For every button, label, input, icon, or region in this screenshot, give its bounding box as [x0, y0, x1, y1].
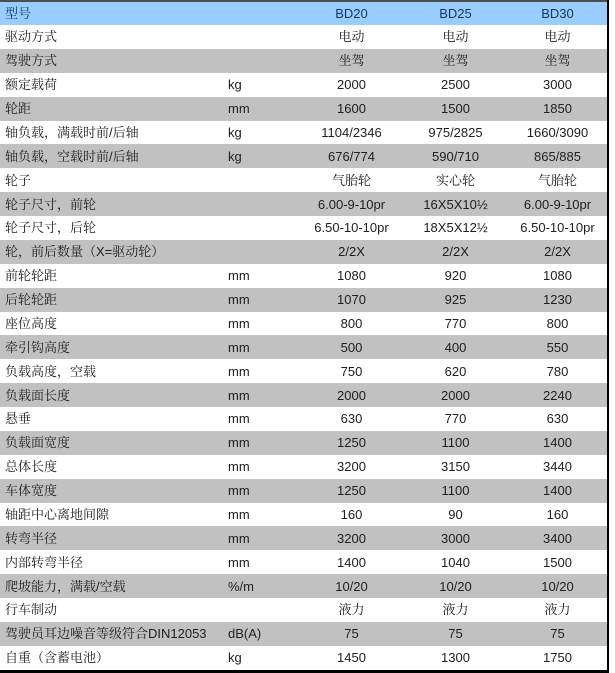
param-name-cell: 转弯半径: [0, 526, 228, 550]
value-cell-bd30: 2/2X: [508, 240, 608, 264]
value-cell-bd25: 590/710: [403, 144, 508, 168]
value-cell-bd20: 630: [300, 407, 403, 431]
unit-cell: [228, 216, 300, 240]
param-name-cell: 轮子: [0, 168, 228, 192]
header-model-bd20: BD20: [300, 1, 403, 25]
unit-cell: mm: [228, 455, 300, 479]
table-row: [0, 526, 608, 550]
value-cell-bd20: 气胎轮: [300, 168, 403, 192]
unit-cell: [228, 240, 300, 264]
param-name-cell: 轮子尺寸，后轮: [0, 216, 228, 240]
value-cell-bd25: 3150: [403, 455, 508, 479]
spec-table-body: [0, 25, 608, 672]
value-cell-bd25: 2/2X: [403, 240, 508, 264]
value-cell-bd30: 865/885: [508, 144, 608, 168]
value-cell-bd30: 1660/3090: [508, 121, 608, 145]
param-name-cell: 轴负载，满载时前/后轴: [0, 121, 228, 145]
param-name-cell: 负载高度，空载: [0, 359, 228, 383]
table-row: [0, 97, 608, 121]
value-cell-bd25: 16X5X10½: [403, 192, 508, 216]
value-cell-bd25: 920: [403, 264, 508, 288]
value-cell-bd20: 10/20: [300, 574, 403, 598]
unit-cell: kg: [228, 646, 300, 672]
value-cell-bd20: 676/774: [300, 144, 403, 168]
unit-cell: mm: [228, 288, 300, 312]
value-cell-bd30: 1500: [508, 550, 608, 574]
unit-cell: kg: [228, 73, 300, 97]
table-row: [0, 312, 608, 336]
value-cell-bd20: 3200: [300, 455, 403, 479]
value-cell-bd20: 2000: [300, 73, 403, 97]
value-cell-bd30: 3000: [508, 73, 608, 97]
value-cell-bd25: 18X5X12½: [403, 216, 508, 240]
value-cell-bd25: 1040: [403, 550, 508, 574]
value-cell-bd20: 160: [300, 503, 403, 527]
unit-cell: [228, 49, 300, 73]
value-cell-bd25: 1300: [403, 646, 508, 672]
header-row: [0, 1, 608, 25]
value-cell-bd20: 1250: [300, 479, 403, 503]
value-cell-bd30: 630: [508, 407, 608, 431]
value-cell-bd20: 1070: [300, 288, 403, 312]
table-row: [0, 479, 608, 503]
value-cell-bd30: 1400: [508, 431, 608, 455]
value-cell-bd30: 6.00-9-10pr: [508, 192, 608, 216]
table-row: [0, 383, 608, 407]
unit-cell: mm: [228, 431, 300, 455]
param-name-cell: 驾驶方式: [0, 49, 228, 73]
value-cell-bd20: 500: [300, 335, 403, 359]
param-name-cell: 行车制动: [0, 598, 228, 622]
table-row: [0, 431, 608, 455]
table-row: [0, 73, 608, 97]
unit-cell: mm: [228, 503, 300, 527]
value-cell-bd30: 800: [508, 312, 608, 336]
value-cell-bd25: 770: [403, 312, 508, 336]
value-cell-bd25: 2000: [403, 383, 508, 407]
table-row: [0, 455, 608, 479]
value-cell-bd25: 400: [403, 335, 508, 359]
table-row: [0, 216, 608, 240]
param-name-cell: 轮距: [0, 97, 228, 121]
table-row: [0, 598, 608, 622]
header-model-bd25: BD25: [403, 1, 508, 25]
value-cell-bd20: 1450: [300, 646, 403, 672]
unit-cell: kg: [228, 121, 300, 145]
table-row: [0, 288, 608, 312]
value-cell-bd20: 800: [300, 312, 403, 336]
param-name-cell: 后轮轮距: [0, 288, 228, 312]
unit-cell: dB(A): [228, 622, 300, 646]
param-name-cell: 悬垂: [0, 407, 228, 431]
value-cell-bd30: 坐驾: [508, 49, 608, 73]
param-name-cell: 驾驶员耳边噪音等级符合DIN12053: [0, 622, 228, 646]
value-cell-bd20: 3200: [300, 526, 403, 550]
param-name-cell: 前轮轮距: [0, 264, 228, 288]
table-row: [0, 168, 608, 192]
value-cell-bd25: 2500: [403, 73, 508, 97]
table-row: [0, 359, 608, 383]
table-row: [0, 335, 608, 359]
value-cell-bd25: 电动: [403, 25, 508, 49]
param-name-cell: 轮子尺寸，前轮: [0, 192, 228, 216]
unit-cell: mm: [228, 312, 300, 336]
value-cell-bd30: 1750: [508, 646, 608, 672]
value-cell-bd20: 1250: [300, 431, 403, 455]
table-row: [0, 264, 608, 288]
unit-cell: mm: [228, 479, 300, 503]
value-cell-bd30: 1850: [508, 97, 608, 121]
value-cell-bd30: 3440: [508, 455, 608, 479]
value-cell-bd25: 坐驾: [403, 49, 508, 73]
value-cell-bd30: 10/20: [508, 574, 608, 598]
unit-cell: mm: [228, 335, 300, 359]
unit-cell: mm: [228, 97, 300, 121]
table-row: [0, 550, 608, 574]
table-row: [0, 503, 608, 527]
header-unit-cell: [228, 1, 300, 25]
param-name-cell: 负载面宽度: [0, 431, 228, 455]
unit-cell: mm: [228, 383, 300, 407]
unit-cell: mm: [228, 264, 300, 288]
unit-cell: [228, 168, 300, 192]
value-cell-bd30: 气胎轮: [508, 168, 608, 192]
value-cell-bd25: 液力: [403, 598, 508, 622]
value-cell-bd25: 1100: [403, 431, 508, 455]
value-cell-bd20: 750: [300, 359, 403, 383]
param-name-cell: 座位高度: [0, 312, 228, 336]
unit-cell: mm: [228, 407, 300, 431]
unit-cell: mm: [228, 550, 300, 574]
value-cell-bd20: 1600: [300, 97, 403, 121]
unit-cell: kg: [228, 144, 300, 168]
value-cell-bd25: 1100: [403, 479, 508, 503]
table-row: [0, 25, 608, 49]
value-cell-bd30: 1230: [508, 288, 608, 312]
table-row: [0, 144, 608, 168]
value-cell-bd25: 实心轮: [403, 168, 508, 192]
header-param-label: 型号: [0, 1, 228, 25]
unit-cell: mm: [228, 359, 300, 383]
value-cell-bd20: 1104/2346: [300, 121, 403, 145]
value-cell-bd30: 3400: [508, 526, 608, 550]
value-cell-bd25: 75: [403, 622, 508, 646]
value-cell-bd25: 90: [403, 503, 508, 527]
value-cell-bd30: 6.50-10-10pr: [508, 216, 608, 240]
value-cell-bd20: 75: [300, 622, 403, 646]
param-name-cell: 驱动方式: [0, 25, 228, 49]
value-cell-bd20: 电动: [300, 25, 403, 49]
value-cell-bd25: 620: [403, 359, 508, 383]
param-name-cell: 轴负载，空载时前/后轴: [0, 144, 228, 168]
table-row: [0, 240, 608, 264]
param-name-cell: 额定载荷: [0, 73, 228, 97]
value-cell-bd20: 6.00-9-10pr: [300, 192, 403, 216]
param-name-cell: 牵引钩高度: [0, 335, 228, 359]
value-cell-bd30: 550: [508, 335, 608, 359]
param-name-cell: 爬坡能力，满载/空载: [0, 574, 228, 598]
unit-cell: %/m: [228, 574, 300, 598]
value-cell-bd30: 1400: [508, 479, 608, 503]
value-cell-bd20: 坐驾: [300, 49, 403, 73]
unit-cell: mm: [228, 526, 300, 550]
value-cell-bd30: 75: [508, 622, 608, 646]
value-cell-bd25: 925: [403, 288, 508, 312]
param-name-cell: 内部转弯半径: [0, 550, 228, 574]
table-row: [0, 622, 608, 646]
param-name-cell: 负载面长度: [0, 383, 228, 407]
table-row: [0, 407, 608, 431]
value-cell-bd20: 1080: [300, 264, 403, 288]
table-row: [0, 49, 608, 73]
value-cell-bd20: 6.50-10-10pr: [300, 216, 403, 240]
value-cell-bd20: 1400: [300, 550, 403, 574]
value-cell-bd20: 2/2X: [300, 240, 403, 264]
value-cell-bd25: 10/20: [403, 574, 508, 598]
param-name-cell: 总体长度: [0, 455, 228, 479]
param-name-cell: 自重（含蓄电池）: [0, 646, 228, 672]
table-row: [0, 574, 608, 598]
value-cell-bd25: 770: [403, 407, 508, 431]
param-name-cell: 轴距中心离地间隙: [0, 503, 228, 527]
unit-cell: [228, 25, 300, 49]
unit-cell: [228, 192, 300, 216]
value-cell-bd20: 液力: [300, 598, 403, 622]
value-cell-bd30: 780: [508, 359, 608, 383]
param-name-cell: 轮，前后数量（X=驱动轮）: [0, 240, 228, 264]
value-cell-bd30: 1080: [508, 264, 608, 288]
value-cell-bd25: 1500: [403, 97, 508, 121]
value-cell-bd25: 975/2825: [403, 121, 508, 145]
value-cell-bd25: 3000: [403, 526, 508, 550]
value-cell-bd30: 2240: [508, 383, 608, 407]
value-cell-bd30: 电动: [508, 25, 608, 49]
param-name-cell: 车体宽度: [0, 479, 228, 503]
header-model-bd30: BD30: [508, 1, 608, 25]
table-row: [0, 192, 608, 216]
value-cell-bd30: 160: [508, 503, 608, 527]
value-cell-bd20: 2000: [300, 383, 403, 407]
table-row: [0, 646, 608, 672]
table-row: [0, 121, 608, 145]
value-cell-bd30: 液力: [508, 598, 608, 622]
unit-cell: [228, 598, 300, 622]
